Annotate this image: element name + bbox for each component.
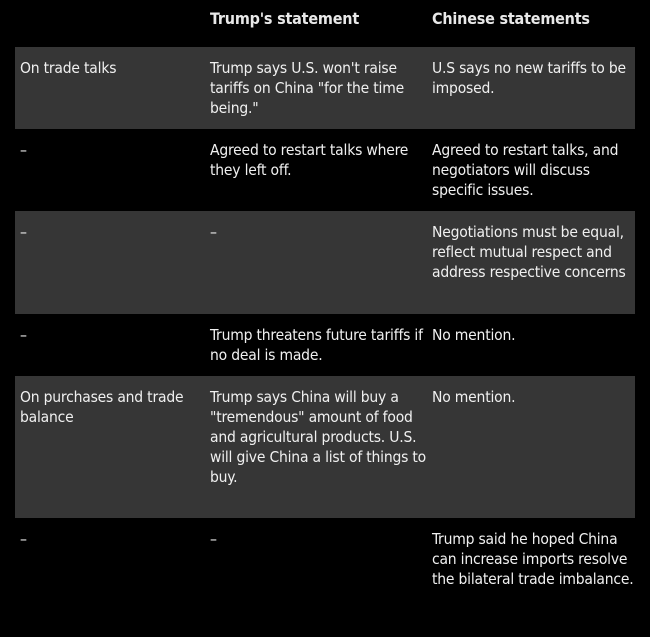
table-row: [15, 376, 635, 518]
table-row: [15, 518, 635, 637]
china-cell: Agreed to restart talks, and negotiators will discuss specific issues.: [432, 141, 619, 199]
topic-cell: –: [20, 141, 27, 159]
topic-cell: –: [20, 530, 27, 548]
trump-cell: Trump says U.S. won't raise tariffs on China "for the time being.": [210, 59, 405, 117]
table-row: [15, 129, 635, 211]
trump-cell: Trump says China will buy a "tremendous" amount of food and agricultural products. U.S. will give China a list of things to buy.: [210, 388, 427, 486]
china-cell: No mention.: [432, 388, 516, 406]
comparison-table: [15, 0, 635, 637]
china-cell: No mention.: [432, 326, 516, 344]
header-chinese-statements: Chinese statements: [432, 9, 590, 28]
china-cell: U.S says no new tariffs to be imposed.: [432, 59, 626, 97]
topic-cell: –: [20, 326, 27, 344]
china-cell: Trump said he hoped China can increase imports resolve the bilateral trade imbalance.: [432, 530, 634, 588]
trump-cell: –: [210, 223, 217, 241]
header-trump-statement: Trump's statement: [210, 9, 360, 28]
topic-cell: On purchases and trade balance: [20, 388, 184, 426]
table-header: [15, 0, 635, 47]
topic-cell: –: [20, 223, 27, 241]
header-topic: [15, 9, 205, 47]
table-row: [15, 47, 635, 129]
trump-cell: –: [210, 530, 217, 548]
table-row: [15, 211, 635, 314]
china-cell: Negotiations must be equal, reflect mutual respect and address respective concerns: [432, 223, 626, 281]
trump-cell: Trump threatens future tariffs if no deal is made.: [210, 326, 423, 364]
table-row: [15, 314, 635, 376]
topic-cell: On trade talks: [20, 59, 117, 77]
trump-cell: Agreed to restart talks where they left off.: [210, 141, 409, 179]
